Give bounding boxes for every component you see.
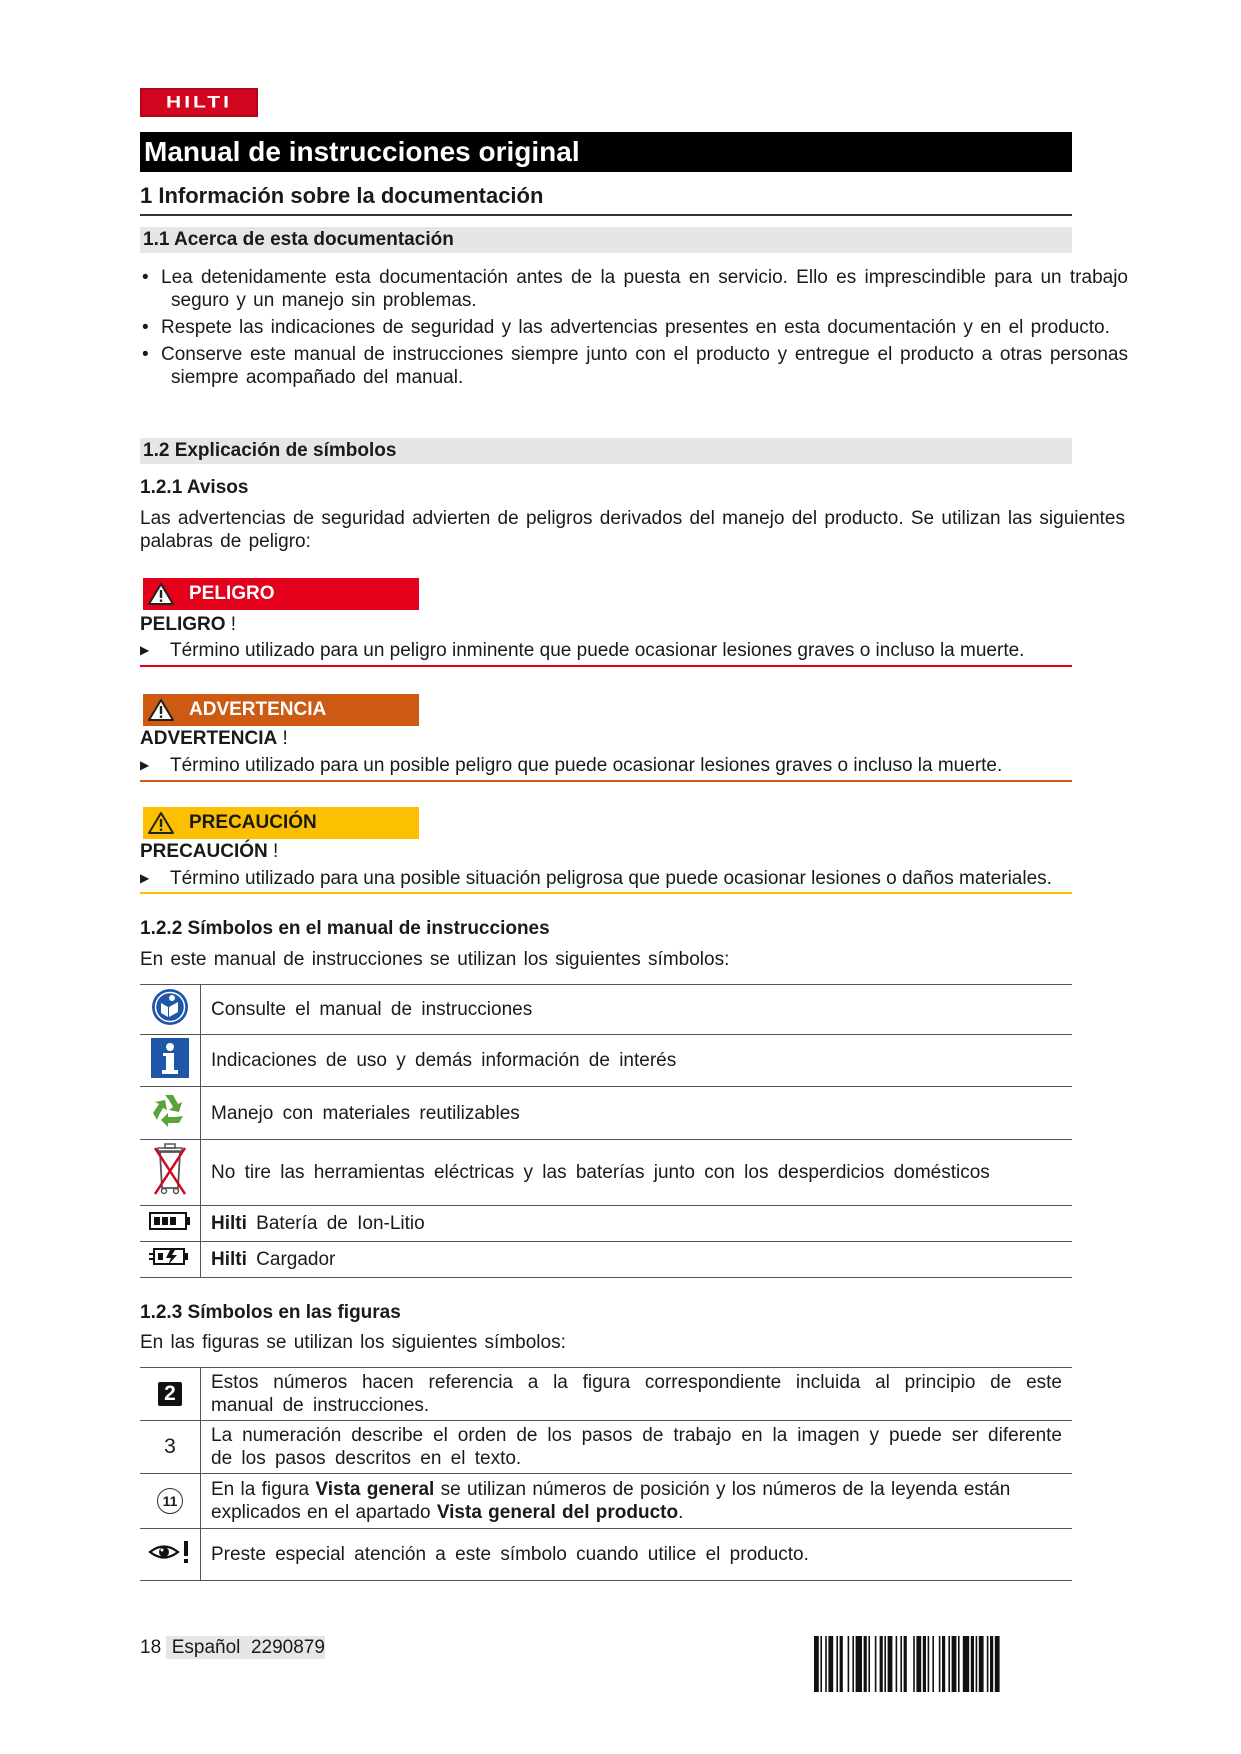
section-1-2-2-heading: 1.2.2 Símbolos en el manual de instrucciones bbox=[140, 918, 550, 939]
charger-icon bbox=[148, 1246, 192, 1268]
barcode-image bbox=[814, 1636, 1072, 1692]
table-row bbox=[140, 1529, 1072, 1581]
symbol-description: Preste especial atención a este símbolo cuando utilice el producto. bbox=[201, 1529, 1073, 1581]
list-item: • Conserve este manual de instrucciones siempre junto con el producto y entregue el producto a otras personas siempre acompañado del manual. bbox=[142, 344, 1128, 388]
footer-language: Español 2290879 bbox=[166, 1636, 324, 1659]
warning-label: ADVERTENCIA bbox=[189, 699, 327, 720]
figure-number-icon: 2 bbox=[158, 1382, 182, 1406]
symbol-description: En la figura Vista general se utilizan números de posición y los números de la leyenda están explicados en el apartado Vista general del producto. bbox=[201, 1474, 1073, 1529]
logo-text: HILTI bbox=[166, 93, 232, 112]
danger-label: PELIGRO bbox=[189, 583, 275, 604]
caution-label: PRECAUCIÓN bbox=[189, 812, 317, 833]
arrow-icon: ▶ bbox=[140, 758, 150, 772]
symbol-description: La numeración describe el orden de los pasos de trabajo en la imagen y puede ser diferente de los pasos descritos en el texto. bbox=[201, 1421, 1073, 1474]
caution-label-box bbox=[143, 807, 419, 839]
section-1-2-heading: 1.2 Explicación de símbolos bbox=[140, 438, 1072, 464]
symbol-description: Hilti Cargador bbox=[201, 1242, 1073, 1278]
table-row bbox=[140, 1035, 1072, 1087]
page-number: 18 bbox=[140, 1637, 162, 1658]
symbol-description: Estos números hacen referencia a la figura correspondiente incluida al principio de este manual de instrucciones. bbox=[201, 1368, 1073, 1421]
symbol-description: Manejo con materiales reutilizables bbox=[201, 1087, 1073, 1140]
table-row bbox=[140, 1242, 1072, 1278]
danger-word: PELIGRO ! bbox=[140, 614, 237, 635]
table-row bbox=[140, 1087, 1072, 1140]
symbol-description: Consulte el manual de instrucciones bbox=[201, 985, 1073, 1035]
battery-icon bbox=[149, 1211, 191, 1231]
hilti-logo bbox=[140, 88, 258, 117]
section-1-heading: 1 Información sobre la documentación bbox=[140, 183, 1072, 216]
page-footer bbox=[140, 1637, 325, 1659]
section-1-1-heading: 1.1 Acerca de esta documentación bbox=[140, 227, 1072, 253]
recycle-icon bbox=[150, 1090, 190, 1130]
table-row bbox=[140, 1474, 1072, 1529]
arrow-icon: ▶ bbox=[140, 643, 150, 657]
section-1-2-1-heading: 1.2.1 Avisos bbox=[140, 477, 249, 498]
bullet-list bbox=[140, 266, 1128, 393]
caution-word: PRECAUCIÓN ! bbox=[140, 841, 279, 862]
table-row bbox=[140, 1206, 1072, 1242]
warning-triangle-icon bbox=[147, 582, 175, 606]
list-item: • Lea detenidamente esta documentación antes de la puesta en servicio. Ello es imprescindible para un trabajo seguro y un manejo sin problemas. bbox=[142, 267, 1128, 311]
table-row bbox=[140, 985, 1072, 1035]
table-row bbox=[140, 1140, 1072, 1206]
figure-symbols-table bbox=[140, 1367, 1072, 1581]
warning-word: ADVERTENCIA ! bbox=[140, 728, 288, 749]
table-row bbox=[140, 1368, 1072, 1421]
warning-triangle-icon bbox=[147, 698, 175, 722]
section-1-2-3-heading: 1.2.3 Símbolos en las figuras bbox=[140, 1302, 401, 1323]
document-code: 2290879 bbox=[250, 1637, 325, 1658]
symbol-description: Hilti Batería de Ion-Litio bbox=[201, 1206, 1073, 1242]
caution-description: ▶ Término utilizado para una posible situación peligrosa que puede ocasionar lesiones o daños materiales. bbox=[140, 868, 1052, 889]
warnings-intro: Las advertencias de seguridad advierten de peligros derivados del manejo del producto. Se utilizan las siguientes palabras de peligro: bbox=[140, 508, 1125, 552]
position-number-icon: 11 bbox=[157, 1488, 183, 1514]
warning-label-box bbox=[143, 694, 419, 726]
list-item: • Respete las indicaciones de seguridad y las advertencias presentes en esta documentación y en el producto. bbox=[142, 317, 1110, 338]
warning-triangle-icon bbox=[147, 811, 175, 835]
symbol-description: No tire las herramientas eléctricas y las baterías junto con los desperdicios domésticos bbox=[201, 1140, 1073, 1206]
arrow-icon: ▶ bbox=[140, 871, 150, 885]
step-number-icon: 3 bbox=[164, 1435, 176, 1458]
manual-title: Manual de instrucciones original bbox=[140, 132, 1072, 172]
manual-symbols-table bbox=[140, 984, 1072, 1278]
danger-description: ▶ Término utilizado para un peligro inminente que puede ocasionar lesiones graves o incluso la muerte. bbox=[140, 640, 1025, 661]
danger-label-box bbox=[143, 578, 419, 610]
read-manual-icon bbox=[150, 987, 190, 1027]
figure-symbols-intro: En las figuras se utilizan los siguientes símbolos: bbox=[140, 1332, 566, 1353]
info-icon bbox=[150, 1037, 190, 1079]
no-household-waste-icon bbox=[150, 1142, 190, 1198]
manual-symbols-intro: En este manual de instrucciones se utilizan los siguientes símbolos: bbox=[140, 949, 730, 970]
danger-rule bbox=[140, 665, 1072, 667]
caution-rule bbox=[140, 892, 1072, 894]
symbol-description: Indicaciones de uso y demás información de interés bbox=[201, 1035, 1073, 1087]
warning-rule bbox=[140, 780, 1072, 782]
warning-description: ▶ Término utilizado para un posible peligro que puede ocasionar lesiones graves o incluso la muerte. bbox=[140, 755, 1003, 776]
attention-eye-icon bbox=[148, 1539, 192, 1565]
table-row bbox=[140, 1421, 1072, 1474]
